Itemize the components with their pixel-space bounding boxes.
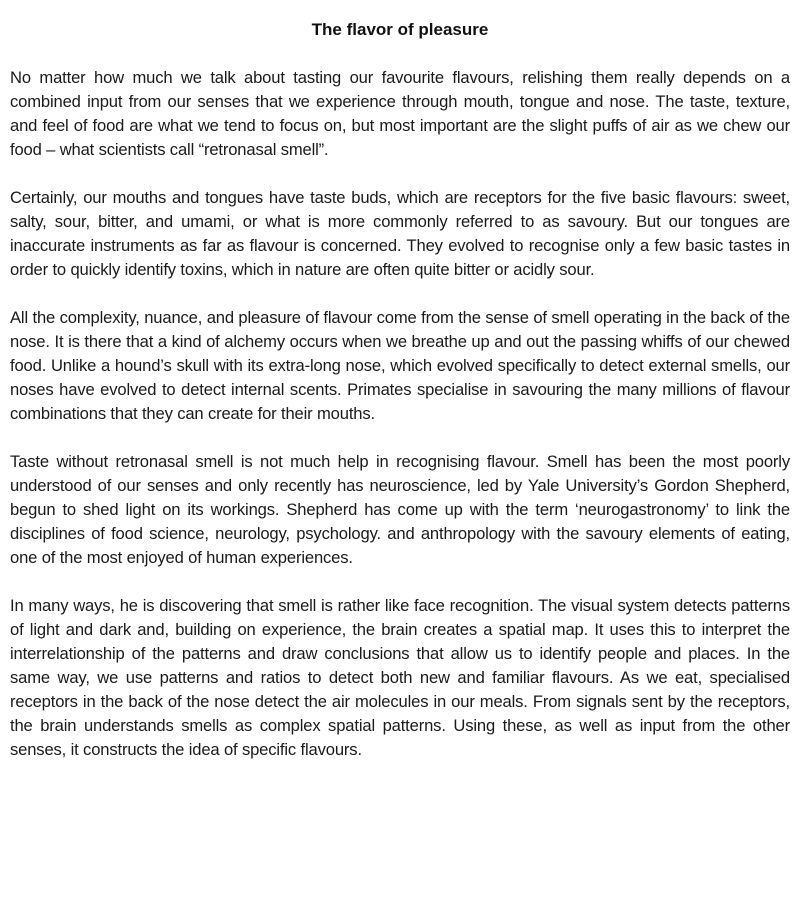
paragraph-sense-of-smell: All the complexity, nuance, and pleasure of flavour come from the sense of smell operating in the back of the nose. It is there that a kind of alchemy occurs when we breathe up and out the passing whiffs of our chewed food. Unlike a hound’s skull with its extra-long nose, which evolved specifically to detect external smells, our noses have evolved to detect internal scents. Primates specialise in savouring the many millions of flavour combinations that they can create for their mouths. bbox=[10, 308, 790, 423]
paragraph-face-recognition: In many ways, he is discovering that smell is rather like face recognition. The visual system detects patterns of light and dark and, building on experience, the brain creates a spatial map. It uses this to interpret the interrelationship of the patterns and draw conclusions that allow us to identify people and places. In the same way, we use patterns and ratios to detect both new and familiar flavours. As we eat, specialised receptors in the back of the nose detect the air molecules in our meals. From signals sent by the receptors, the brain understands smells as complex spatial patterns. Using these, as well as input from the other senses, it constructs the idea of specific flavours. bbox=[10, 596, 790, 759]
paragraph-neurogastronomy: Taste without retronasal smell is not much help in recognising flavour. Smell has been the most poorly understood of our senses and only recently has neuroscience, led by Yale University’s Gordon Shepherd, begun to shed light on its workings. Shepherd has come up with the term ‘neurogastronomy’ to link the disciplines of food science, neurology, psychology. and anthropology with the savoury elements of eating, one of the most enjoyed of human experiences. bbox=[10, 452, 790, 567]
paragraph-retronasal-smell: No matter how much we talk about tasting our favourite flavours, relishing them really depends on a combined input from our senses that we experience through mouth, tongue and nose. The taste, texture, and feel of food are what we tend to focus on, but most important are the slight puffs of air as we chew our food – what scientists call “retronasal smell”. bbox=[10, 68, 790, 159]
paragraph-taste-buds: Certainly, our mouths and tongues have taste buds, which are receptors for the five basic flavours: sweet, salty, sour, bitter, and umami, or what is more commonly referred to as savoury. But our tongues are inaccurate instruments as far as flavour is concerned. They evolved to recognise only a few basic tastes in order to quickly identify toxins, which in nature are often quite bitter or acidly sour. bbox=[10, 188, 790, 279]
document-title: The flavor of pleasure bbox=[311, 20, 489, 39]
document-body bbox=[10, 66, 790, 762]
